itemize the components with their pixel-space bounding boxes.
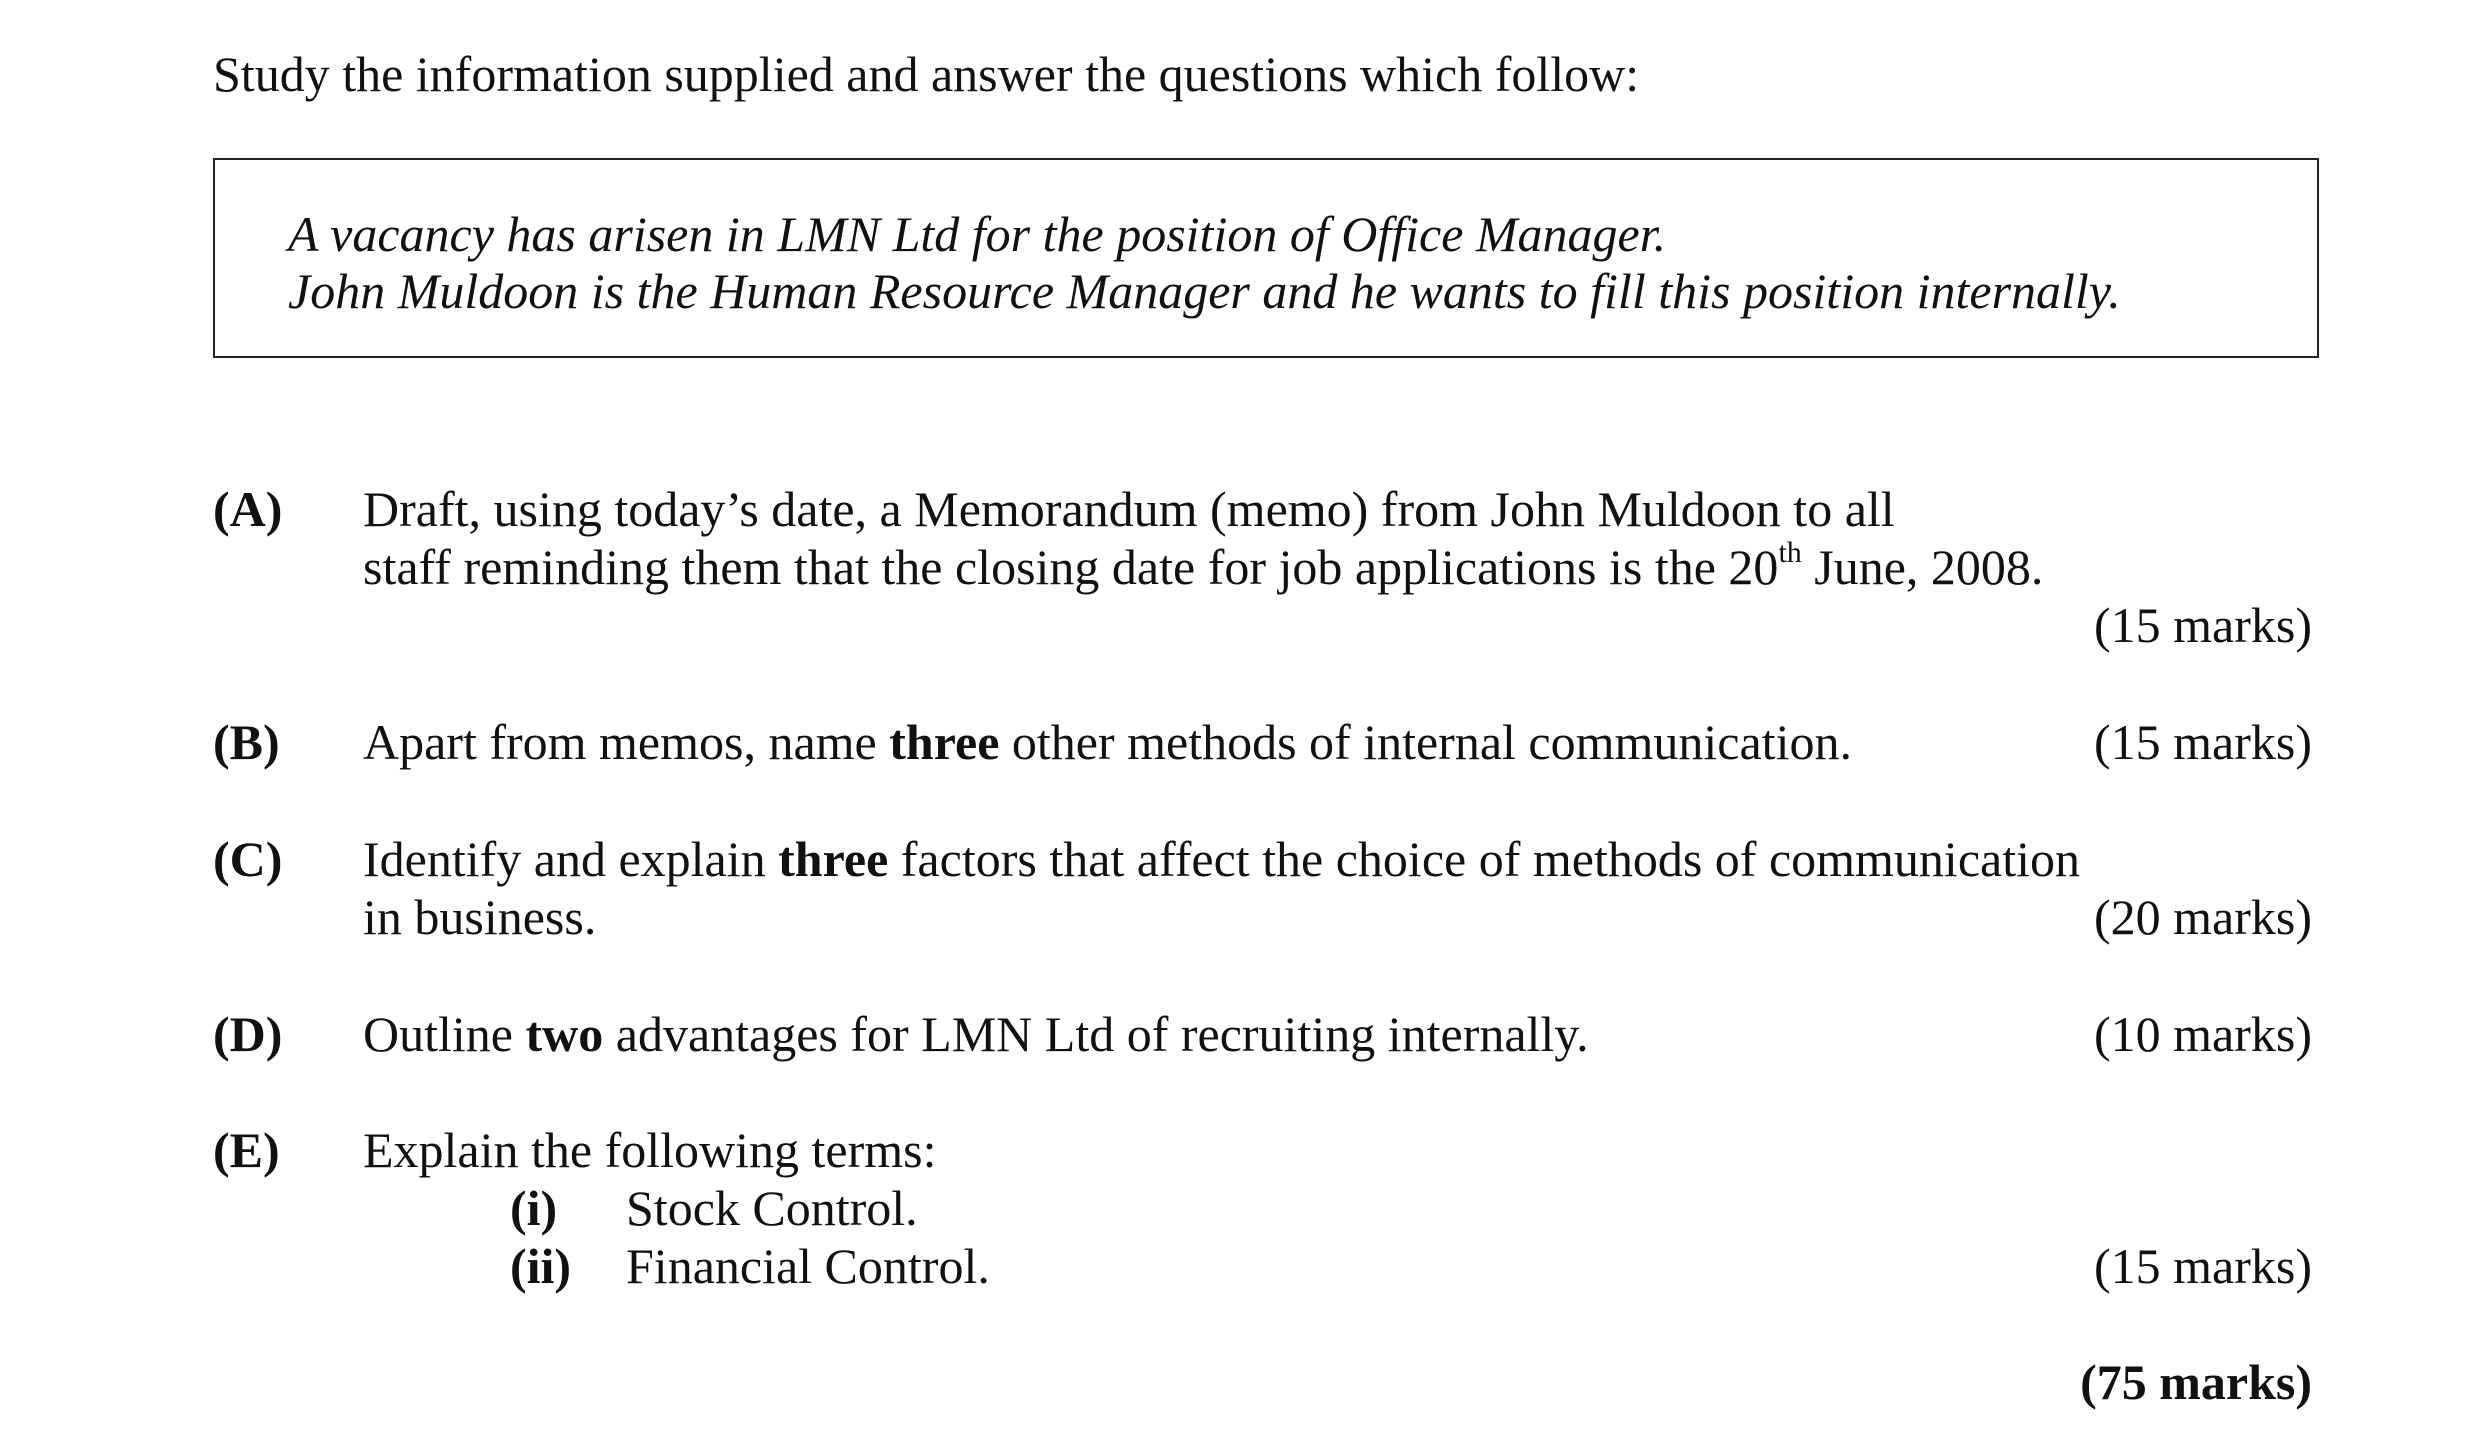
- sub-item-number: (ii): [510, 1238, 572, 1294]
- question-d-emphasis: two: [525, 1006, 604, 1062]
- question-a-letter: (A): [213, 481, 283, 537]
- question-c-text-end: factors that affect the choice of methods of communication: [888, 831, 2080, 887]
- question-a-line-2-end: June, 2008.: [1801, 539, 2044, 595]
- question-e-letter: (E): [213, 1122, 280, 1178]
- question-c-marks: (20 marks): [2094, 889, 2312, 945]
- sub-item-number: (i): [510, 1180, 558, 1236]
- question-b-letter: (B): [213, 714, 280, 770]
- instructions: Study the information supplied and answer the questions which follow:: [213, 46, 1640, 102]
- question-b-marks: (15 marks): [2094, 714, 2312, 770]
- question-a-marks: (15 marks): [2094, 597, 2312, 653]
- question-d-letter: (D): [213, 1006, 283, 1062]
- question-d-text-start: Outline: [363, 1006, 526, 1062]
- ordinal-suffix: th: [1778, 536, 1802, 570]
- question-e-marks: (15 marks): [2094, 1238, 2312, 1294]
- question-b-text-start: Apart from memos, name: [363, 714, 890, 770]
- question-d-text-end: advantages for LMN Ltd of recruiting internally.: [603, 1006, 1589, 1062]
- question-b-text-end: other methods of internal communication.: [999, 714, 1852, 770]
- question-e-line-1: Explain the following terms:: [363, 1122, 937, 1178]
- total-marks: (75 marks): [2080, 1354, 2312, 1410]
- question-a-line-1: Draft, using today’s date, a Memorandum (memo) from John Muldoon to all: [363, 481, 1895, 537]
- question-c-emphasis: three: [778, 831, 889, 887]
- question-a-line-2-text: staff reminding them that the closing date for job applications is the 20: [363, 539, 1779, 595]
- question-b-emphasis: three: [889, 714, 1000, 770]
- scenario-box: [213, 158, 2319, 358]
- sub-item-text: Stock Control.: [626, 1180, 918, 1236]
- question-c-text-start: Identify and explain: [363, 831, 779, 887]
- question-c-line-1: [363, 830, 2080, 888]
- question-d-marks: (10 marks): [2094, 1006, 2312, 1062]
- question-c-line-2: in business.: [363, 889, 597, 945]
- question-d-text: [363, 1005, 1589, 1063]
- question-c-letter: (C): [213, 831, 283, 887]
- sub-item-text: Financial Control.: [626, 1238, 990, 1294]
- scenario-line-2: John Muldoon is the Human Resource Manager and he wants to fill this position internally.: [288, 263, 2121, 319]
- scenario-line-1: A vacancy has arisen in LMN Ltd for the position of Office Manager.: [288, 206, 1667, 262]
- question-a-line-2: [363, 538, 2043, 596]
- question-b-text: [363, 713, 1852, 771]
